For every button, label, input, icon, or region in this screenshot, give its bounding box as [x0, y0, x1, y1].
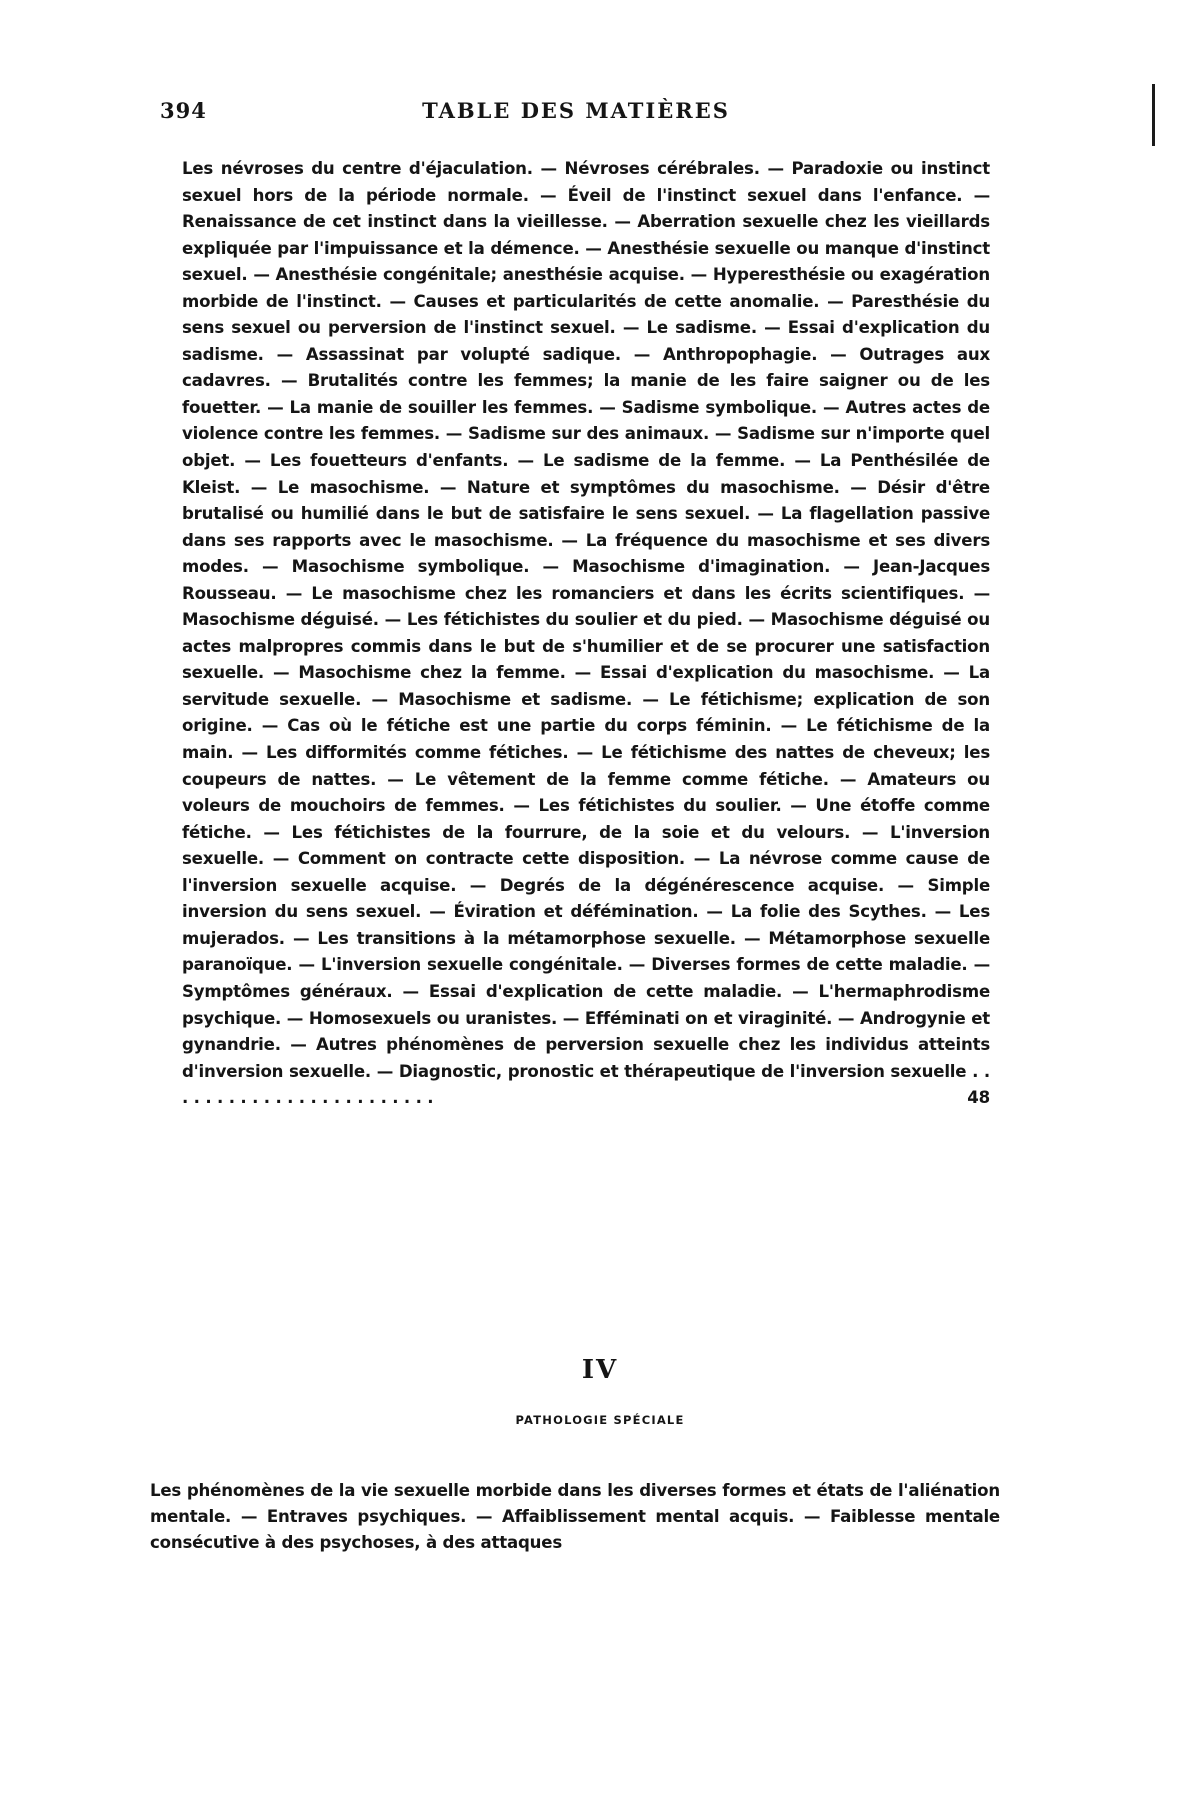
section-4-paragraph	[150, 1478, 1000, 1556]
section-4-text: Les phénomènes de la vie sexuelle morbide dans les diverses formes et états de l'aliénation mentale. — Entraves psychiques. — Affaiblissement mental acquis. — Faiblesse mentale consécutive à des psychoses, à des attaques	[150, 1481, 1000, 1552]
section-3-paragraph	[182, 156, 990, 1112]
section-3-text: Les névroses du centre d'éjaculation. — Névroses cérébrales. — Paradoxie ou instinct sexuel hors de la période normale. — Éveil de l'instinct sexuel dans l'enfance. — Renaissance de cet instinct dans la vieillesse. — Aberration sexuelle chez les vieillards expliquée par l'impuissance et la démence. — Anesthésie sexuelle ou manque d'instinct sexuel. — Anesthésie congénitale; anesthésie acquise. — Hyperesthésie ou exagération morbide de l'instinct. — Causes et particularités de cette anomalie. — Paresthésie du sens sexuel ou perversion de l'instinct sexuel. — Le sadisme. — Essai d'explication du sadisme. — Assassinat par volupté sadique. — Anthropophagie. — Outrages aux cadavres. — Brutalités contre les femmes; la manie de les faire saigner ou de les fouetter. — La manie de souiller les femmes. — Sadisme symbolique. — Autres actes de violence contre les femmes. — Sadisme sur des animaux. — Sadisme sur n'importe quel objet. — Les fouetteurs d'enfants. — Le sadisme de la femme. — La Penthésilée de Kleist. — Le masochisme. — Nature et symptômes du masochisme. — Désir d'être brutalisé ou humilié dans le but de satisfaire le sens sexuel. — La flagellation passive dans ses rapports avec le masochisme. — La fréquence du masochisme et ses divers modes. — Masochisme symbolique. — Masochisme d'imagination. — Jean-Jacques Rousseau. — Le masochisme chez les romanciers et dans les écrits scientifiques. — Masochisme déguisé. — Les fétichistes du soulier et du pied. — Masochisme déguisé ou actes malpropres commis dans le but de s'humilier et de se procurer une satisfaction sexuelle. — Masochisme chez la femme. — Essai d'explication du masochisme. — La servitude sexuelle. — Masochisme et sadisme. — Le fétichisme; explication de son origine. — Cas où le fétiche est une partie du corps féminin. — Le fétichisme de la main. — Les difformités comme fétiches. — Le fétichisme des nattes de cheveux; les coupeurs de nattes. — Le vêtement de la femme comme fétiche. — Amateurs ou voleurs de mouchoirs de femmes. — Les fétichistes du soulier. — Une étoffe comme fétiche. — Les fétichistes de la fourrure, de la soie et du velours. — L'inversion sexuelle. — Comment on contracte cette disposition. — La névrose comme cause de l'inversion sexuelle acquise. — Degrés de la dégénérescence acquise. — Simple inversion du sens sexuel. — Éviration et défémination. — La folie des Scythes. — Les mujerados. — Les transitions à la métamorphose sexuelle. — Métamorphose sexuelle paranoïque. — L'inversion sexuelle congénitale. — Diverses formes de cette maladie. — Symptômes généraux. — Essai d'explication de cette maladie. — L'hermaphrodisme psychique. — Homosexuels ou uranistes. — Efféminati on et viraginité. — Androgynie et gynandrie. — Autres phénomènes de perversion sexuelle chez les individus atteints d'inversion sexuelle. — Diagnostic, pronostic et thérapeutique de l'inversion sexuelle	[182, 159, 990, 1081]
section-4-heading: IV	[581, 1355, 619, 1385]
section-3-page-ref: 48	[967, 1088, 990, 1108]
page-header	[150, 98, 1002, 128]
margin-rule	[1152, 84, 1155, 146]
leader-dots: . . . . . . . . . . . . . . . . . . . . . . . .	[182, 1061, 990, 1108]
page-number: 394	[160, 98, 207, 123]
section-4-subtitle: PATHOLOGIE SPÉCIALE	[515, 1413, 685, 1427]
running-title: TABLE DES MATIÈRES	[422, 98, 730, 123]
